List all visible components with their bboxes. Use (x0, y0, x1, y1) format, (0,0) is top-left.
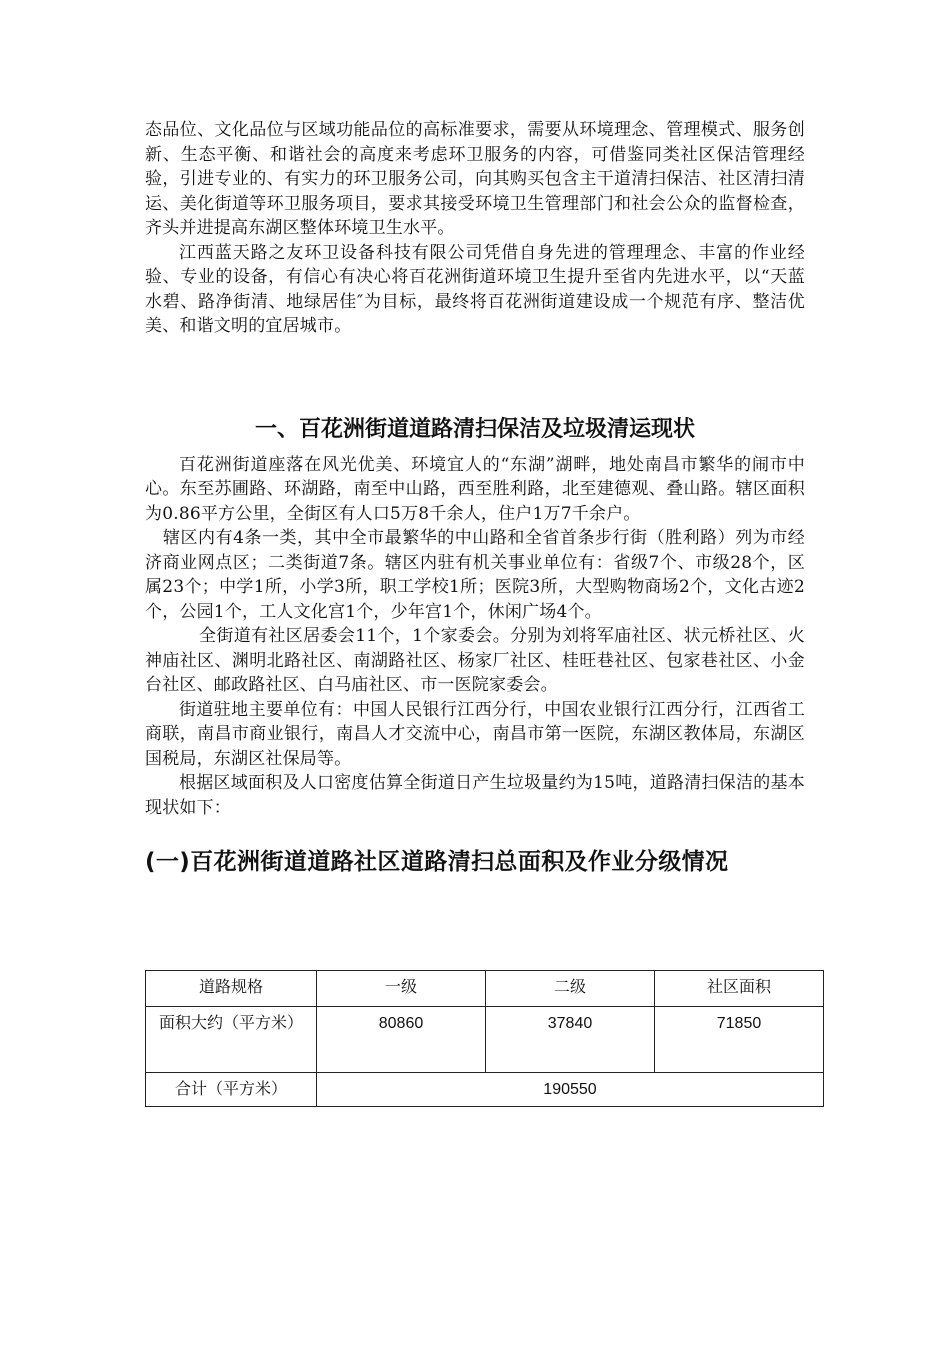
section-heading: 一、百花洲街道道路清扫保洁及垃圾清运现状 (254, 416, 695, 442)
header-level-two: 二级 (486, 971, 655, 1007)
cell-total-label: 合计（平方米） (146, 1073, 317, 1107)
cell-area-level-one: 80860 (317, 1007, 486, 1073)
header-community-area: 社区面积 (655, 971, 824, 1007)
paragraph-intro-continued: 态品位、文化品位与区域功能品位的高标准要求，需要从环境理念、管理模式、服务创新、生态平衡、和谐社会的高度来考虑环卫服务的内容，可借鉴同类社区保洁管理经验，引进专业的、有实力的环卫服务公司，向其购买包含主干道清扫保洁、社区清扫清运、美化街道等环卫服务项目，要求其接受环境卫生管理部门和社会公众的监督检查，齐头并进提高东湖区整体环境卫生水平。 (145, 120, 805, 238)
spacer (145, 339, 805, 415)
header-level-one: 一级 (317, 971, 486, 1007)
table-row-total (146, 1073, 824, 1107)
cell-area-label: 面积大约（平方米） (146, 1007, 317, 1073)
paragraph-streets: 辖区内有4条一类，其中全市最繁华的中山路和全省首条步行街（胜利路）列为市经济商业网点区；二类街道7条。辖区内驻有机关事业单位有：省级7个、市级28个，区属23个；中学1所，小学3所，职工学校1所；医院3所，大型购物商场2个，文化古迹2个，公园1个，工人文化宫1个，少年宫1个，休闲广场4个。 (145, 528, 805, 622)
cleaning-area-table (145, 970, 824, 1107)
header-road-spec: 道路规格 (146, 971, 317, 1007)
table-header-row (146, 971, 824, 1007)
cell-area-community: 71850 (655, 1007, 824, 1073)
cell-total-value: 190550 (317, 1073, 824, 1107)
paragraph-location: 百花洲街道座落在风光优美、环境宜人的“东湖”湖畔，地处南昌市繁华的闹市中心。东至苏圃路、环湖路，南至中山路，西至胜利路，北至建德观、叠山路。辖区面积为0.86平方公里，全街区有人口5万8千余人，住户1万7千余户。 (145, 454, 805, 524)
paragraph-garbage-estimate: 根据区域面积及人口密度估算全街道日产生垃圾量约为15吨，道路清扫保洁的基本现状如下： (145, 773, 805, 818)
paragraph-units: 街道驻地主要单位有：中国人民银行江西分行，中国农业银行江西分行，江西省工商联，南昌市商业银行，南昌人才交流中心，南昌市第一医院，东湖区教体局，东湖区国税局，东湖区社保局等。 (145, 699, 805, 769)
table-caption: (一)百花洲街道道路社区道路清扫总面积及作业分级情况 (145, 849, 729, 875)
document-page (145, 118, 805, 878)
table-row-area (146, 1007, 824, 1073)
paragraph-communities: 全街道有社区居委会11个，1个家委会。分别为刘将军庙社区、状元桥社区、火神庙社区、渊明北路社区、南湖路社区、杨家厂社区、桂旺巷社区、包家巷社区、小金台社区、邮政路社区、白马庙社区、市一医院家委会。 (145, 626, 805, 695)
cell-area-level-two: 37840 (486, 1007, 655, 1073)
paragraph-company-commitment: 江西蓝天路之友环卫设备科技有限公司凭借自身先进的管理理念、丰富的作业经验、专业的设备，有信心有决心将百花洲街道环境卫生提升至省内先进水平，以“天蓝水碧、路净街清、地绿居佳″为目标，最终将百花洲街道建设成一个规范有序、整洁优美、和谐文明的宜居城市。 (145, 242, 805, 336)
